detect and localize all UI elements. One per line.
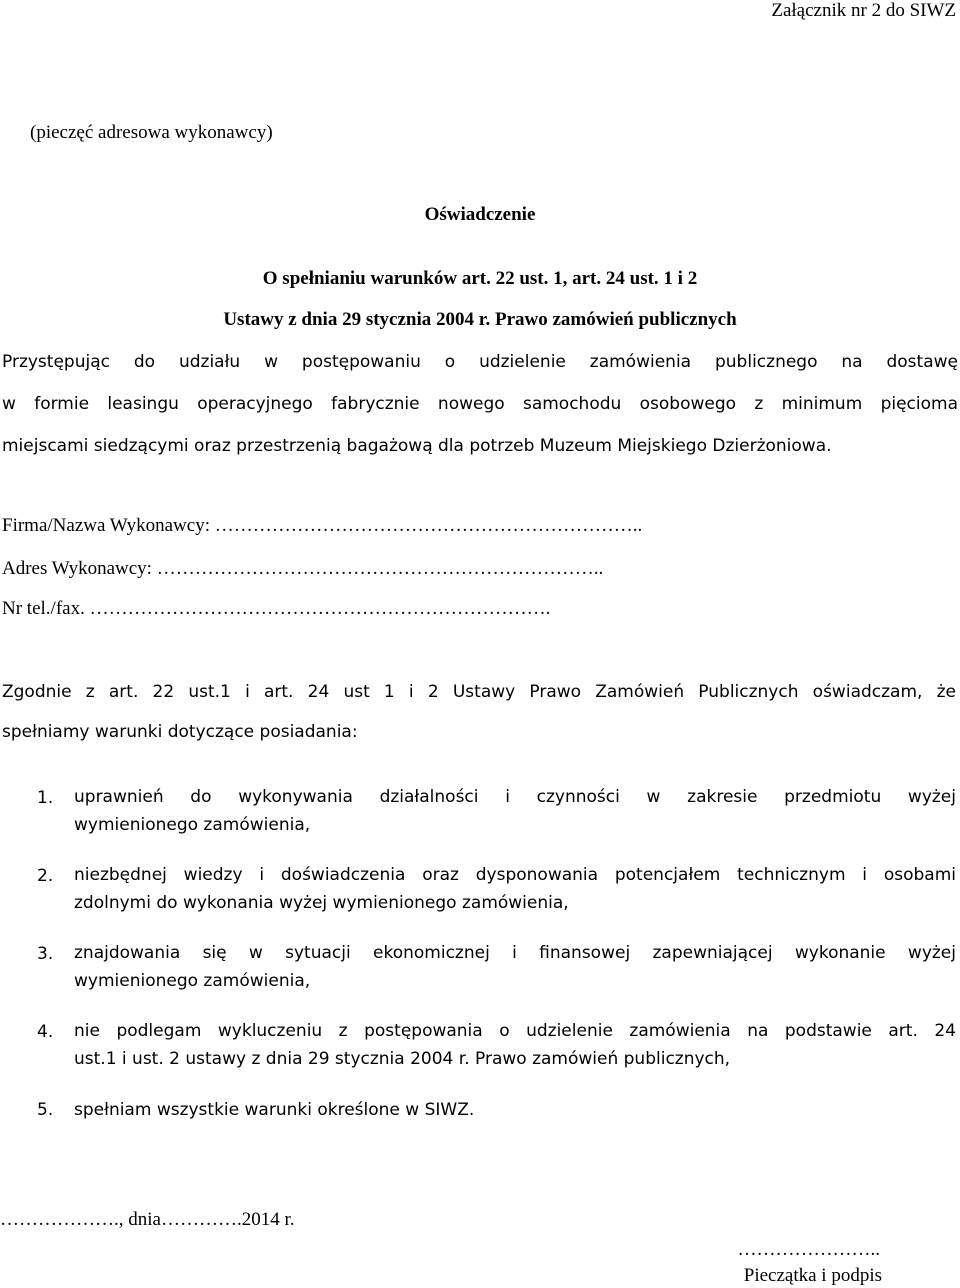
list-item-line-1: niezbędnej wiedzy i doświadczenia oraz dysponowania potencjałem technicznym i osobami — [74, 865, 956, 885]
annex-label: Załącznik nr 2 do SIWZ — [771, 0, 956, 21]
company-name-field: Firma/Nazwa Wykonawcy: ………………………………………………………….. — [2, 515, 643, 536]
declaration-line-2: spełniamy warunki dotyczące posiadania: — [2, 722, 358, 742]
list-item — [74, 861, 956, 917]
list-item-line-1: nie podlegam wykluczeniu z postępowania o udzielenie zamówienia na podstawie art. 24 — [74, 1021, 956, 1041]
intro-line-2: w formie leasingu operacyjnego fabrycznie nowego samochodu osobowego z minimum pięcioma — [2, 394, 958, 414]
list-item-line-1: spełniam wszystkie warunki określone w SIWZ. — [74, 1100, 475, 1120]
list-item-number: 2. — [37, 866, 54, 886]
address-field: Adres Wykonawcy: …………………………………………………………….. — [2, 558, 604, 579]
stamp-placeholder: (pieczęć adresowa wykonawcy) — [30, 122, 273, 143]
list-item-line-2: ust.1 i ust. 2 ustawy z dnia 29 stycznia 2004 r. Prawo zamówień publicznych, — [74, 1049, 731, 1069]
list-item-line-2: wymienionego zamówienia, — [74, 815, 311, 835]
declaration-line-1: Zgodnie z art. 22 ust.1 i art. 24 ust 1 i 2 Ustawy Prawo Zamówień Publicznych oświadczam, że — [2, 682, 956, 702]
list-item — [74, 1017, 956, 1073]
list-item-number: 3. — [37, 944, 54, 964]
list-item-line-1: znajdowania się w sytuacji ekonomicznej i finansowej zapewniającej wykonanie wyżej — [74, 943, 956, 963]
signature-label: Pieczątka i podpis — [743, 1265, 882, 1286]
list-item — [74, 939, 956, 995]
document-title: Oświadczenie — [424, 204, 536, 225]
list-item-number: 4. — [37, 1022, 54, 1042]
intro-line-3: miejscami siedzącymi oraz przestrzenią bagażową dla potrzeb Muzeum Miejskiego Dzierżoniowa. — [2, 436, 832, 456]
title-subline-1: O spełnianiu warunków art. 22 ust. 1, art. 24 ust. 1 i 2 — [262, 268, 698, 289]
date-line: ………………., dnia………….2014 r. — [0, 1209, 295, 1230]
list-item — [74, 783, 956, 839]
list-item-number: 5. — [37, 1100, 54, 1120]
phone-fax-field: Nr tel./fax. ………………………………………………………………. — [2, 598, 551, 619]
intro-line-1: Przystępując do udziału w postępowaniu o udzielenie zamówienia publicznego na dostawę — [2, 352, 958, 372]
list-item-line-2: zdolnymi do wykonania wyżej wymienionego zamówienia, — [74, 893, 569, 913]
signature-dots: ………………….. — [737, 1239, 880, 1260]
list-item-number: 1. — [37, 788, 54, 808]
list-item-line-2: wymienionego zamówienia, — [74, 971, 311, 991]
list-item-line-1: uprawnień do wykonywania działalności i czynności w zakresie przedmiotu wyżej — [74, 787, 956, 807]
title-subline-2: Ustawy z dnia 29 stycznia 2004 r. Prawo zamówień publicznych — [223, 309, 737, 330]
